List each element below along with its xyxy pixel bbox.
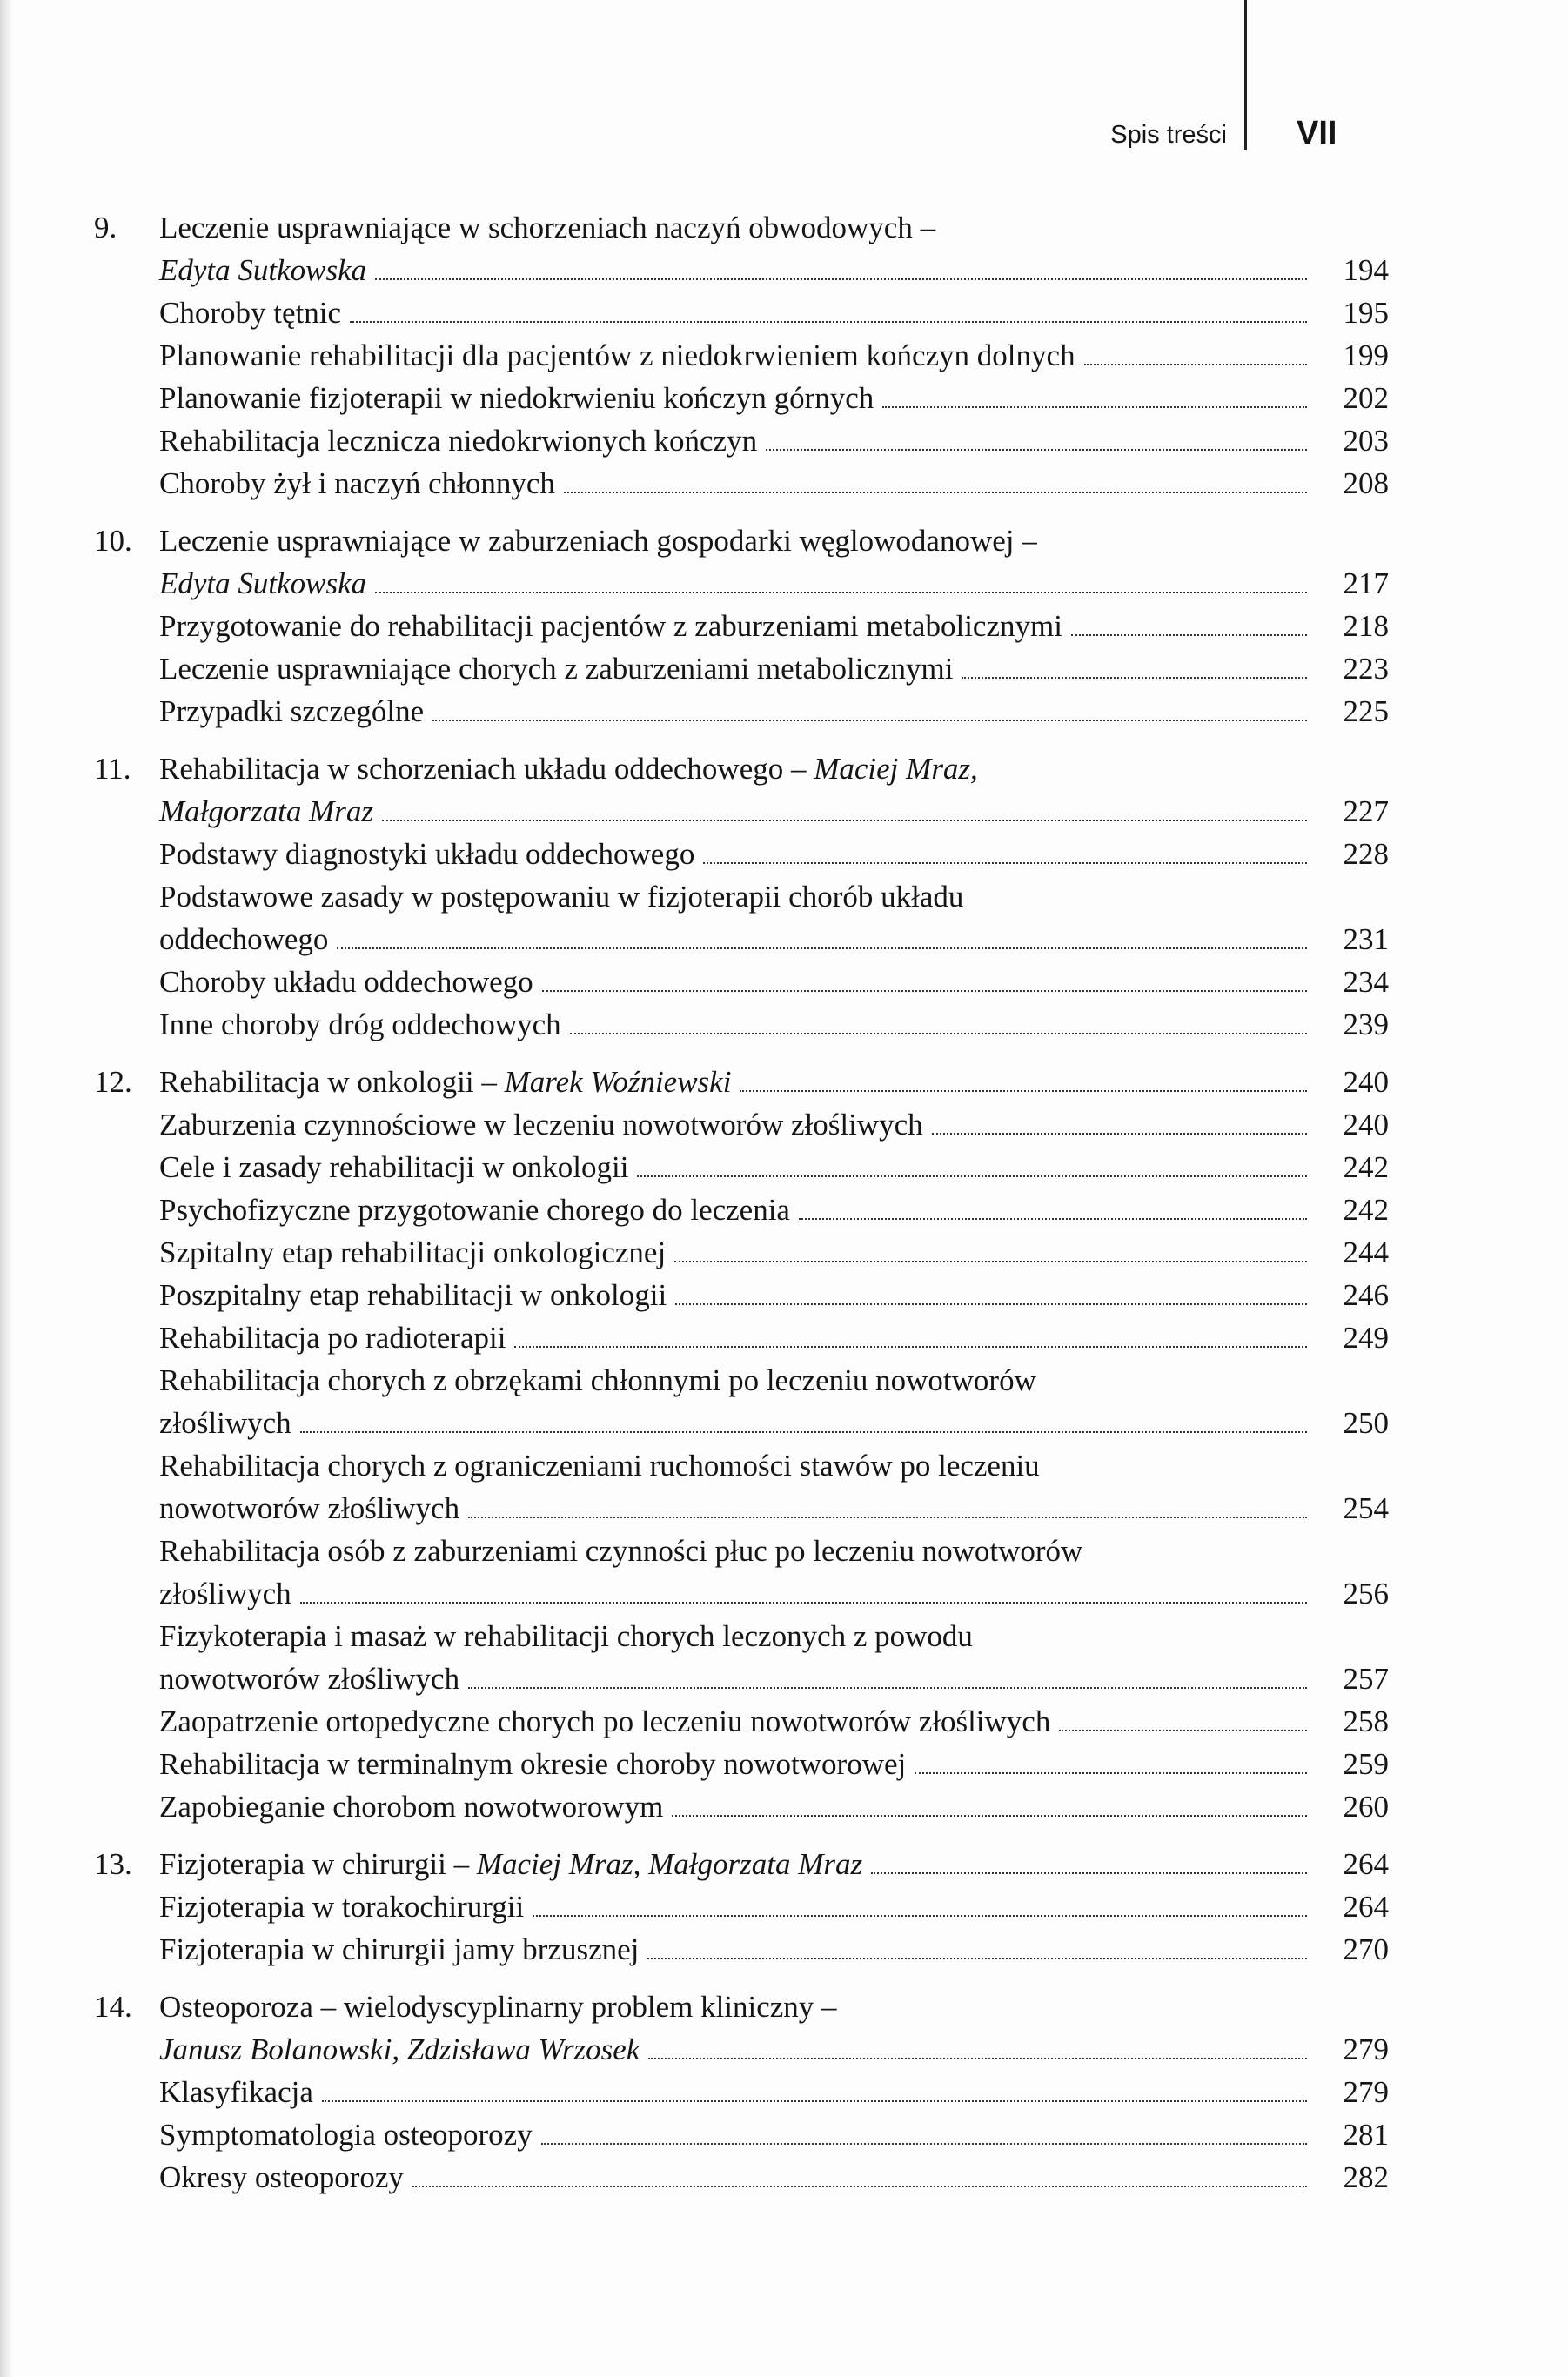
entry-page-number: 194 bbox=[1343, 253, 1389, 287]
entry-title bbox=[159, 1615, 973, 1657]
entry-title-text: Leczenie usprawniające chorych z zaburzeniami metabolicznymi bbox=[159, 652, 954, 686]
entry-title-text: Fizjoterapia w chirurgii – bbox=[159, 1847, 477, 1881]
entry-title-text: Rehabilitacja lecznicza niedokrwionych kończyn bbox=[159, 424, 758, 458]
dot-leader bbox=[337, 942, 1307, 949]
toc-entry[interactable] bbox=[94, 2156, 1389, 2199]
toc-chapter bbox=[94, 747, 1389, 1046]
entry-title bbox=[159, 833, 694, 875]
toc-entry[interactable] bbox=[94, 1885, 1389, 1928]
dot-leader bbox=[766, 444, 1307, 451]
toc-entry[interactable] bbox=[94, 1146, 1389, 1188]
toc-entry[interactable] bbox=[94, 1444, 1389, 1487]
entry-title bbox=[159, 1359, 1036, 1402]
toc-entry[interactable] bbox=[94, 790, 1389, 833]
toc-entry[interactable] bbox=[94, 1231, 1389, 1274]
page-edge-shadow bbox=[0, 0, 12, 2377]
entry-title-text: Choroby tętnic bbox=[159, 296, 341, 330]
chapter-number: 12. bbox=[94, 1065, 132, 1099]
toc-chapter bbox=[94, 1985, 1389, 2199]
toc-entry[interactable] bbox=[94, 419, 1389, 462]
entry-title-text: nowotworów złośliwych bbox=[159, 1662, 460, 1696]
entry-title-text: Podstawy diagnostyki układu oddechowego bbox=[159, 837, 695, 871]
entry-title bbox=[159, 334, 1075, 377]
entry-title bbox=[159, 1061, 731, 1103]
entry-title-text: Rehabilitacja w terminalnym okresie choroby nowotworowej bbox=[159, 1747, 907, 1781]
entry-page-number: 223 bbox=[1343, 652, 1389, 686]
entry-title bbox=[159, 1003, 561, 1046]
entry-title-text: Planowanie fizjoterapii w niedokrwieniu kończyn górnych bbox=[159, 381, 874, 415]
entry-page-number: 195 bbox=[1343, 296, 1389, 330]
toc-entry[interactable] bbox=[94, 377, 1389, 419]
entry-page-number: 250 bbox=[1343, 1406, 1389, 1440]
entry-title bbox=[159, 1657, 459, 1700]
toc-entry[interactable] bbox=[94, 1657, 1389, 1700]
entry-title-text: Choroby żył i naczyń chłonnych bbox=[159, 466, 555, 500]
entry-page-number: 249 bbox=[1343, 1321, 1389, 1355]
entry-page-number: 242 bbox=[1343, 1150, 1389, 1184]
entry-title-text: Choroby układu oddechowego bbox=[159, 965, 533, 999]
dot-leader bbox=[350, 316, 1307, 323]
entry-title-text: Rehabilitacja chorych z ograniczeniami ruchomości stawów po leczeniu bbox=[159, 1449, 1040, 1483]
dot-leader bbox=[468, 1511, 1307, 1518]
entry-author: Maciej Mraz, Małgorzata Mraz bbox=[476, 1847, 863, 1881]
entry-title-text: Leczenie usprawniające w zaburzeniach gospodarki węglowodanowej – bbox=[159, 524, 1037, 558]
entry-title-text: Szpitalny etap rehabilitacji onkologicznej bbox=[159, 1235, 667, 1269]
entry-title bbox=[159, 2071, 313, 2113]
entry-title bbox=[159, 2156, 404, 2199]
entry-title bbox=[159, 1444, 1040, 1487]
entry-author: Maciej Mraz, bbox=[814, 752, 978, 786]
toc-entry[interactable] bbox=[94, 1928, 1389, 1971]
dot-leader bbox=[412, 2180, 1307, 2187]
dot-leader bbox=[300, 1597, 1307, 1604]
toc-entry[interactable] bbox=[94, 1359, 1389, 1402]
entry-title bbox=[159, 419, 757, 462]
toc-entry[interactable] bbox=[94, 961, 1389, 1003]
dot-leader bbox=[740, 1085, 1307, 1092]
toc-entry[interactable] bbox=[94, 1572, 1389, 1615]
entry-title bbox=[159, 1146, 628, 1188]
entry-page-number: 208 bbox=[1343, 466, 1389, 500]
toc-entry[interactable] bbox=[94, 1274, 1389, 1316]
entry-title bbox=[159, 747, 978, 790]
entry-title bbox=[159, 1785, 663, 1828]
toc-entry[interactable] bbox=[94, 1743, 1389, 1785]
toc-entry[interactable] bbox=[94, 2071, 1389, 2113]
entry-page-number: 240 bbox=[1343, 1108, 1389, 1142]
entry-title bbox=[159, 918, 328, 961]
entry-page-number: 244 bbox=[1343, 1235, 1389, 1269]
toc-chapter bbox=[94, 206, 1389, 505]
entry-page-number: 257 bbox=[1343, 1662, 1389, 1696]
toc-entry[interactable] bbox=[94, 1061, 1389, 1103]
entry-page-number: 264 bbox=[1343, 1890, 1389, 1924]
toc-entry[interactable] bbox=[94, 249, 1389, 291]
chapter-number: 10. bbox=[94, 524, 132, 558]
entry-title-text: Zapobieganie chorobom nowotworowym bbox=[159, 1790, 664, 1824]
entry-title-text: Psychofizyczne przygotowanie chorego do leczenia bbox=[159, 1193, 790, 1227]
entry-title bbox=[159, 1274, 667, 1316]
entry-title bbox=[159, 1743, 906, 1785]
entry-title bbox=[159, 1103, 923, 1146]
entry-author: Edyta Sutkowska bbox=[159, 253, 367, 287]
entry-title bbox=[159, 562, 366, 605]
entry-page-number: 225 bbox=[1343, 694, 1389, 728]
dot-leader bbox=[1059, 1724, 1307, 1731]
dot-leader bbox=[1084, 358, 1307, 365]
dot-leader bbox=[674, 1255, 1307, 1262]
entry-page-number: 240 bbox=[1343, 1065, 1389, 1099]
entry-title-text: Rehabilitacja w onkologii – bbox=[159, 1065, 505, 1099]
dot-leader bbox=[882, 401, 1307, 408]
toc-entry[interactable] bbox=[94, 1402, 1389, 1444]
entry-author: Marek Woźniewski bbox=[504, 1065, 732, 1099]
toc-entry[interactable] bbox=[94, 562, 1389, 605]
entry-title-text: Fizykoterapia i masaż w rehabilitacji chorych leczonych z powodu bbox=[159, 1619, 973, 1653]
entry-title-text: Inne choroby dróg oddechowych bbox=[159, 1008, 561, 1041]
entry-page-number: 281 bbox=[1343, 2118, 1389, 2152]
toc-entry[interactable] bbox=[94, 291, 1389, 334]
dot-leader bbox=[672, 1810, 1307, 1817]
chapter-number: 11. bbox=[94, 752, 131, 786]
dot-leader bbox=[1071, 629, 1307, 636]
entry-page-number: 264 bbox=[1343, 1847, 1389, 1881]
table-of-contents bbox=[94, 206, 1389, 2213]
entry-page-number: 258 bbox=[1343, 1704, 1389, 1738]
entry-title-text: Fizjoterapia w torakochirurgii bbox=[159, 1890, 525, 1924]
entry-title-text: Okresy osteoporozy bbox=[159, 2160, 404, 2194]
toc-entry[interactable] bbox=[94, 462, 1389, 505]
entry-page-number: 234 bbox=[1343, 965, 1389, 999]
entry-title bbox=[159, 1231, 666, 1274]
entry-title bbox=[159, 462, 555, 505]
entry-page-number: 218 bbox=[1343, 609, 1389, 643]
dot-leader bbox=[962, 672, 1307, 679]
toc-entry[interactable] bbox=[94, 206, 1389, 249]
dot-leader bbox=[375, 586, 1307, 593]
dot-leader bbox=[533, 1910, 1307, 1917]
entry-title-text: Rehabilitacja chorych z obrzękami chłonnymi po leczeniu nowotworów bbox=[159, 1363, 1036, 1397]
entry-title bbox=[159, 2028, 640, 2071]
entry-page-number: 246 bbox=[1343, 1278, 1389, 1312]
entry-title bbox=[159, 519, 1037, 562]
entry-title-text: Symptomatologia osteoporozy bbox=[159, 2118, 533, 2152]
entry-title bbox=[159, 291, 341, 334]
entry-page-number: 199 bbox=[1343, 338, 1389, 372]
dot-leader bbox=[915, 1767, 1307, 1774]
dot-leader bbox=[468, 1682, 1307, 1689]
toc-entry[interactable] bbox=[94, 334, 1389, 377]
dot-leader bbox=[432, 714, 1307, 721]
entry-page-number: 227 bbox=[1343, 794, 1389, 828]
dot-leader bbox=[375, 273, 1307, 280]
dot-leader bbox=[932, 1128, 1307, 1135]
entry-title bbox=[159, 1700, 1050, 1743]
dot-leader bbox=[322, 2095, 1307, 2102]
dot-leader bbox=[647, 1952, 1307, 1959]
toc-entry[interactable] bbox=[94, 1985, 1389, 2028]
entry-title bbox=[159, 1316, 506, 1359]
entry-title-text: Fizjoterapia w chirurgii jamy brzusznej bbox=[159, 1932, 640, 1966]
toc-entry[interactable] bbox=[94, 1843, 1389, 1885]
entry-title-text: Przygotowanie do rehabilitacji pacjentów z zaburzeniami metabolicznymi bbox=[159, 609, 1062, 643]
toc-chapter bbox=[94, 1843, 1389, 1971]
entry-page-number: 254 bbox=[1343, 1491, 1389, 1525]
toc-entry[interactable] bbox=[94, 519, 1389, 562]
entry-title bbox=[159, 1885, 524, 1928]
entry-title bbox=[159, 1572, 291, 1615]
entry-title bbox=[159, 1487, 459, 1530]
entry-title-text: Podstawowe zasady w postępowaniu w fizjoterapii chorób układu bbox=[159, 880, 964, 914]
entry-title bbox=[159, 1530, 1082, 1572]
toc-entry[interactable] bbox=[94, 918, 1389, 961]
page-number-folio: VII bbox=[1297, 115, 1337, 151]
dot-leader bbox=[648, 2052, 1307, 2059]
entry-title-text: Osteoporoza – wielodyscyplinarny problem kliniczny – bbox=[159, 1990, 837, 2024]
toc-entry[interactable] bbox=[94, 1316, 1389, 1359]
entry-page-number: 242 bbox=[1343, 1193, 1389, 1227]
entry-title bbox=[159, 605, 1062, 647]
entry-page-number: 202 bbox=[1343, 381, 1389, 415]
dot-leader bbox=[542, 985, 1307, 992]
dot-leader bbox=[514, 1341, 1307, 1348]
toc-entry[interactable] bbox=[94, 2028, 1389, 2071]
toc-entry[interactable] bbox=[94, 1103, 1389, 1146]
toc-entry[interactable] bbox=[94, 875, 1389, 918]
toc-entry[interactable] bbox=[94, 1530, 1389, 1572]
entry-title bbox=[159, 2113, 533, 2156]
dot-leader bbox=[541, 2138, 1307, 2145]
entry-page-number: 217 bbox=[1343, 566, 1389, 600]
toc-entry[interactable] bbox=[94, 747, 1389, 790]
entry-title bbox=[159, 206, 935, 249]
entry-page-number: 279 bbox=[1343, 2075, 1389, 2109]
entry-page-number: 239 bbox=[1343, 1008, 1389, 1041]
entry-title bbox=[159, 1188, 790, 1231]
dot-leader bbox=[675, 1298, 1307, 1305]
entry-title bbox=[159, 249, 366, 291]
entry-author: Małgorzata Mraz bbox=[159, 794, 373, 828]
entry-title-text: Zaopatrzenie ortopedyczne chorych po leczeniu nowotworów złośliwych bbox=[159, 1704, 1051, 1738]
toc-entry[interactable] bbox=[94, 833, 1389, 875]
toc-entry[interactable] bbox=[94, 1003, 1389, 1046]
entry-title bbox=[159, 647, 953, 690]
entry-page-number: 270 bbox=[1343, 1932, 1389, 1966]
entry-title bbox=[159, 377, 874, 419]
entry-page-number: 260 bbox=[1343, 1790, 1389, 1824]
entry-page-number: 228 bbox=[1343, 837, 1389, 871]
entry-title bbox=[159, 1985, 837, 2028]
entry-title-text: złośliwych bbox=[159, 1406, 291, 1440]
toc-entry[interactable] bbox=[94, 1615, 1389, 1657]
entry-title-text: Rehabilitacja osób z zaburzeniami czynności płuc po leczeniu nowotworów bbox=[159, 1534, 1083, 1568]
entry-title-text: Leczenie usprawniające w schorzeniach naczyń obwodowych – bbox=[159, 211, 936, 244]
entry-title-text: Poszpitalny etap rehabilitacji w onkologii bbox=[159, 1278, 667, 1312]
entry-title-text: oddechowego bbox=[159, 922, 329, 956]
toc-entry[interactable] bbox=[94, 690, 1389, 733]
entry-page-number: 231 bbox=[1343, 922, 1389, 956]
chapter-number: 13. bbox=[94, 1847, 132, 1881]
header-vertical-rule bbox=[1244, 0, 1247, 150]
entry-title bbox=[159, 1928, 639, 1971]
toc-chapter bbox=[94, 1061, 1389, 1828]
toc-entry[interactable] bbox=[94, 647, 1389, 690]
entry-title bbox=[159, 961, 533, 1003]
dot-leader bbox=[637, 1170, 1307, 1177]
entry-title-text: Klasyfikacja bbox=[159, 2075, 313, 2109]
entry-author: Janusz Bolanowski, Zdzisława Wrzosek bbox=[159, 2032, 640, 2066]
entry-title-text: nowotworów złośliwych bbox=[159, 1491, 460, 1525]
toc-entry[interactable] bbox=[94, 1188, 1389, 1231]
entry-title-text: złośliwych bbox=[159, 1577, 291, 1610]
dot-leader bbox=[871, 1867, 1307, 1874]
dot-leader bbox=[300, 1426, 1307, 1433]
entry-page-number: 279 bbox=[1343, 2032, 1389, 2066]
toc-entry[interactable] bbox=[94, 2113, 1389, 2156]
entry-title bbox=[159, 875, 963, 918]
chapter-number: 14. bbox=[94, 1990, 132, 2024]
entry-title bbox=[159, 690, 424, 733]
toc-entry[interactable] bbox=[94, 605, 1389, 647]
entry-page-number: 282 bbox=[1343, 2160, 1389, 2194]
entry-page-number: 203 bbox=[1343, 424, 1389, 458]
chapter-number: 9. bbox=[94, 211, 117, 244]
entry-page-number: 259 bbox=[1343, 1747, 1389, 1781]
toc-entry[interactable] bbox=[94, 1700, 1389, 1743]
dot-leader bbox=[564, 486, 1307, 493]
toc-chapter bbox=[94, 519, 1389, 733]
entry-title bbox=[159, 790, 373, 833]
dot-leader bbox=[799, 1213, 1307, 1220]
running-title: Spis treści bbox=[1110, 121, 1227, 149]
entry-title-text: Cele i zasady rehabilitacji w onkologii bbox=[159, 1150, 629, 1184]
entry-title bbox=[159, 1843, 862, 1885]
entry-title bbox=[159, 1402, 291, 1444]
dot-leader bbox=[703, 857, 1307, 864]
entry-title-text: Zaburzenia czynnościowe w leczeniu nowotworów złośliwych bbox=[159, 1108, 923, 1142]
toc-entry[interactable] bbox=[94, 1785, 1389, 1828]
dot-leader bbox=[570, 1028, 1307, 1034]
entry-page-number: 256 bbox=[1343, 1577, 1389, 1610]
dot-leader bbox=[382, 814, 1307, 821]
entry-author: Edyta Sutkowska bbox=[159, 566, 367, 600]
entry-title-text: Przypadki szczególne bbox=[159, 694, 425, 728]
entry-title-text: Rehabilitacja po radioterapii bbox=[159, 1321, 506, 1355]
toc-entry[interactable] bbox=[94, 1487, 1389, 1530]
entry-title-text: Rehabilitacja w schorzeniach układu oddechowego – bbox=[159, 752, 814, 786]
entry-title-text: Planowanie rehabilitacji dla pacjentów z niedokrwieniem kończyn dolnych bbox=[159, 338, 1075, 372]
